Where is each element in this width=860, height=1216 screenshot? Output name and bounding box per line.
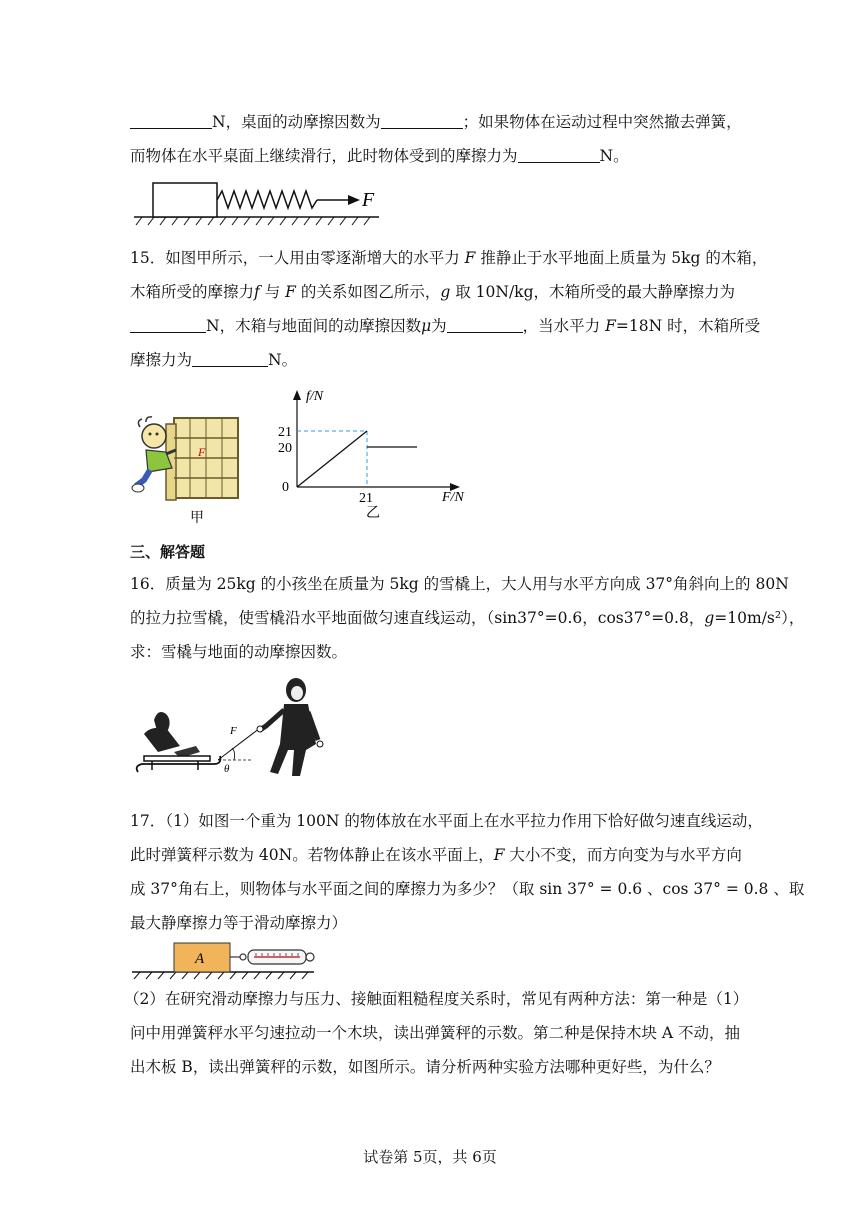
q15-figure-jia	[132, 410, 262, 530]
y-tick-label-21: 21	[278, 425, 292, 440]
q16-line-1: 16．质量为 25kg 的小孩坐在质量为 5kg 的雪橇上，大人用与水平方向成 37°角斜向上的 80N	[130, 575, 789, 593]
q15-chart	[276, 384, 496, 524]
answer-blank[interactable]	[130, 113, 212, 129]
caption-jia: 甲	[190, 510, 204, 526]
x-tick-label-21: 21	[359, 491, 373, 506]
force-label: F	[198, 445, 206, 459]
q16-line-2: 的拉力拉雪橇，使雪橇沿水平地面做匀速直线运动，（sin37°=0.6，cos37°=0.8，g=10m/s²），	[130, 609, 805, 627]
q15-line-1: 15．如图甲所示，一人用由零逐渐增大的水平力 F 推静止于水平地面上质量为 5kg 的木箱，	[130, 249, 768, 267]
block-a-label: A	[195, 951, 205, 967]
q14-line-2: 而物体在水平桌面上继续滑行，此时物体受到的摩擦力为 N。	[130, 147, 629, 165]
q14-spring-figure	[134, 180, 394, 230]
spring	[217, 191, 317, 208]
q17-line-1: 17．（1）如图一个重为 100N 的物体放在水平面上在水平拉力作用下恰好做匀速直线运动，	[130, 812, 763, 830]
page-footer: 试卷第 5页，共 6页	[363, 1148, 497, 1166]
adult-figure	[257, 678, 323, 776]
child-on-sled	[137, 712, 221, 772]
answer-blank[interactable]	[447, 317, 523, 333]
wooden-crate	[166, 418, 238, 500]
q15-line-4: 摩擦力为 N。	[130, 351, 298, 369]
q17-line-4: 最大静摩擦力等于滑动摩擦力）	[130, 914, 348, 932]
q16-line-3: 求：雪橇与地面的动摩擦因数。	[130, 643, 348, 661]
axes	[293, 390, 460, 491]
answer-blank[interactable]	[518, 147, 600, 163]
q16-sled-figure	[134, 674, 334, 794]
tow-rope	[218, 728, 260, 760]
series-line-1	[297, 431, 367, 487]
caption-yi: 乙	[366, 505, 380, 521]
q17-line-3: 成 37°角右上，则物体与水平面之间的摩擦力为多少？（取 sin 37° = 0.6 、cos 37° = 0.8 、取	[130, 880, 805, 898]
force-label: F	[362, 189, 375, 211]
y-axis-label: f/N	[306, 389, 324, 404]
answer-blank[interactable]	[381, 113, 463, 129]
q17-part2-line-3: 出木板 B，读出弹簧秤的示数，如图所示。请分析两种实验方法哪种更好些，为什么？	[130, 1058, 720, 1076]
angle-label: θ	[224, 763, 230, 775]
block	[153, 183, 217, 217]
force-label: F	[230, 725, 237, 737]
x-axis-label: F/N	[442, 490, 464, 505]
q15-line-3: N，木箱与地面间的动摩擦因数μ为 ，当水平力 F=18N 时，木箱所受	[130, 315, 760, 337]
answer-blank[interactable]	[192, 351, 268, 367]
spring-scale	[248, 950, 314, 964]
origin-label: 0	[282, 480, 289, 495]
q14-line-1: N，桌面的动摩擦因数为 ；如果物体在运动过程中突然撤去弹簧，	[130, 111, 742, 133]
y-tick-label-20: 20	[278, 441, 292, 456]
answer-blank[interactable]	[130, 317, 206, 333]
q17-block-figure	[132, 940, 332, 980]
q17-part2-line-2: 问中用弹簧秤水平匀速拉动一个木块，读出弹簧秤的示数。第二种是保持木块 A 不动，抽	[130, 1024, 741, 1042]
q15-line-2: 木箱所受的摩擦力f 与 F 的关系如图乙所示，g 取 10N/kg，木箱所受的最大静摩擦力为	[130, 283, 736, 301]
section-title: 三、解答题	[130, 543, 206, 561]
q17-line-2: 此时弹簧秤示数为 40N。若物体静止在该水平面上，F 大小不变，而方向变为与水平方向	[130, 846, 742, 864]
q17-part2-line-1: （2）在研究滑动摩擦力与压力、接触面粗糙程度关系时，常见有两种方法：第一种是（1）	[124, 990, 749, 1008]
